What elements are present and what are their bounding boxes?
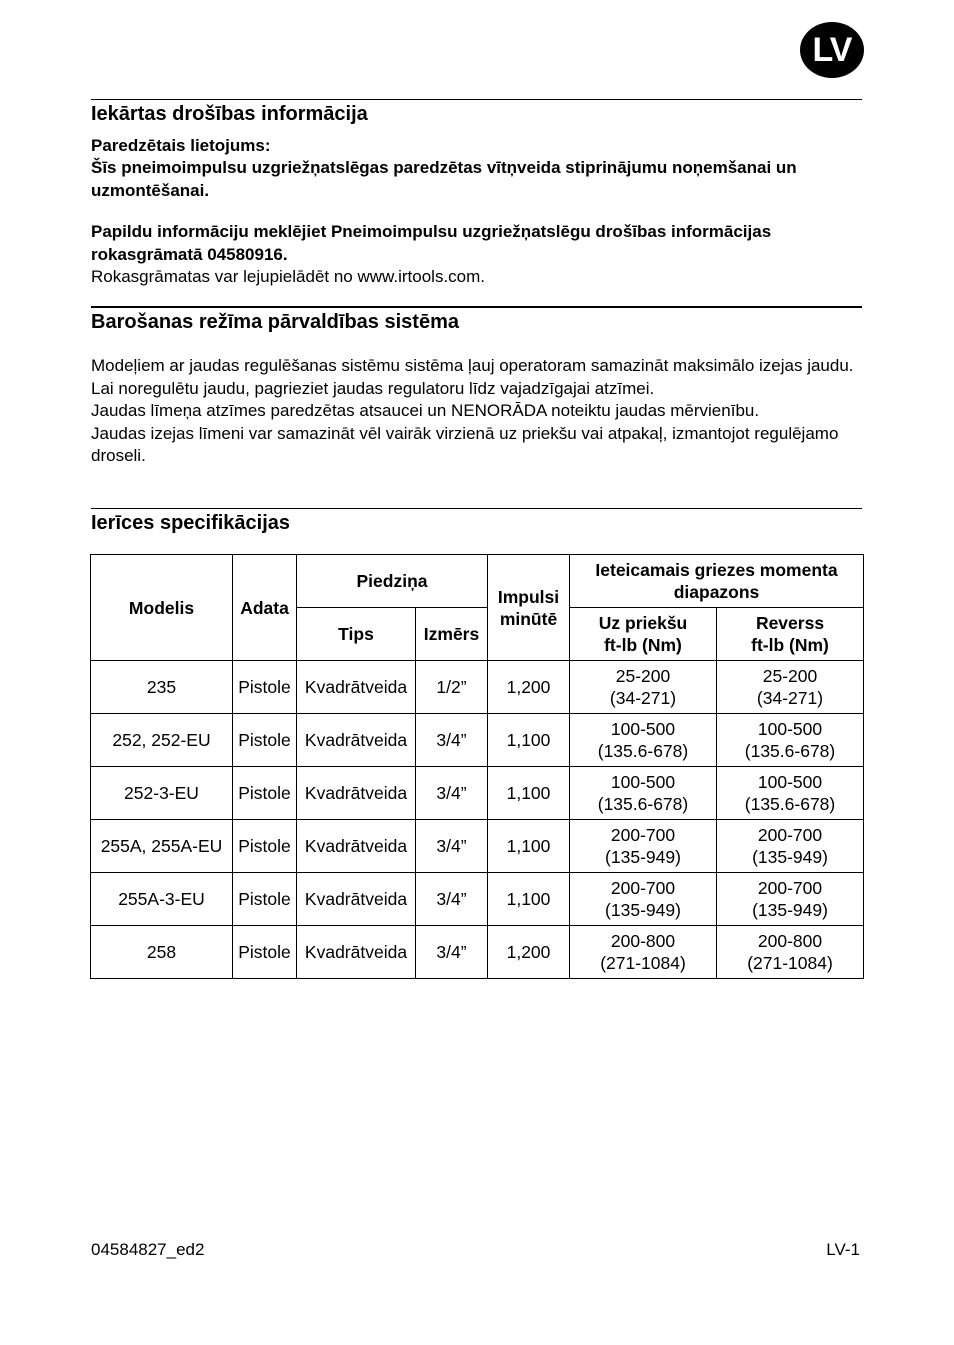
header-drive-type: Tips [297,608,416,661]
document-number: 04584827_ed2 [91,1240,205,1259]
cell-reverse: 25-200 (34-271) [717,661,864,714]
table-row [91,714,864,767]
header-impulses: Impulsi minūtē [488,555,570,661]
specifications-table-body [91,661,864,979]
cell-model: 255A-3-EU [91,873,233,926]
table-row [91,926,864,979]
cell-handle: Pistole [233,820,297,873]
cell-bpm: 1,100 [488,714,570,767]
cell-bpm: 1,100 [488,767,570,820]
cell-bpm: 1,100 [488,873,570,926]
cell-type: Kvadrātveida [297,661,416,714]
power-management-heading: Barošanas režīma pārvaldības sistēma [91,311,459,333]
cell-size: 3/4” [416,820,488,873]
cell-model: 235 [91,661,233,714]
cell-type: Kvadrātveida [297,767,416,820]
section-divider [91,306,862,308]
cell-forward: 100-500 (135.6-678) [570,714,717,767]
table-row [91,873,864,926]
header-drive: Piedziņa [297,555,488,608]
cell-reverse: 200-700 (135-949) [717,820,864,873]
safety-heading: Iekārtas drošības informācija [91,103,368,125]
section-divider [91,99,862,100]
specifications-table [90,554,864,979]
cell-handle: Pistole [233,873,297,926]
page-number: LV-1 [826,1240,860,1259]
header-forward: Uz priekšu ft-lb (Nm) [570,608,717,661]
cell-bpm: 1,200 [488,926,570,979]
cell-handle: Pistole [233,661,297,714]
cell-handle: Pistole [233,714,297,767]
cell-forward: 200-700 (135-949) [570,820,717,873]
cell-type: Kvadrātveida [297,926,416,979]
cell-reverse: 100-500 (135.6-678) [717,714,864,767]
section-divider [91,508,862,509]
usage-label: Paredzētais lietojums: [91,136,271,155]
cell-model: 252-3-EU [91,767,233,820]
specifications-heading: Ierīces specifikācijas [91,512,291,534]
cell-type: Kvadrātveida [297,820,416,873]
cell-type: Kvadrātveida [297,873,416,926]
header-reverse: Reverss ft-lb (Nm) [717,608,864,661]
manual-reference: Papildu informāciju meklējiet Pneimoimpulsu uzgriežņatslēgu drošības informācijas rokasgrāmatā 04580916. [91,222,772,264]
cell-model: 255A, 255A-EU [91,820,233,873]
header-drive-size: Izmērs [416,608,488,661]
cell-handle: Pistole [233,767,297,820]
usage-text: Šīs pneimoimpulsu uzgriežņatslēgas paredzētas vītņveida stiprinājumu noņemšanai un uzmontēšanai. [91,158,797,200]
language-badge: LV [800,22,864,78]
cell-type: Kvadrātveida [297,714,416,767]
cell-reverse: 100-500 (135.6-678) [717,767,864,820]
power-management-body: Modeļiem ar jaudas regulēšanas sistēmu sistēma ļauj operatoram samazināt maksimālo izejas jaudu. Lai noregulētu jaudu, pagrieziet jaudas regulatoru līdz vajadzīgajai atzīmei. Jaudas līmeņa atzīmes paredzētas atsaucei un NENORĀDA noteiktu jaudas mērvienību. Jaudas izejas līmeni var samazināt vēl vairāk virzienā uz priekšu vai atpakaļ, izmantojot regulējamo droseli. [91,356,854,465]
cell-reverse: 200-700 (135-949) [717,873,864,926]
cell-model: 252, 252-EU [91,714,233,767]
cell-model: 258 [91,926,233,979]
table-row [91,820,864,873]
cell-bpm: 1,200 [488,661,570,714]
cell-reverse: 200-800 (271-1084) [717,926,864,979]
cell-size: 3/4” [416,767,488,820]
cell-forward: 100-500 (135.6-678) [570,767,717,820]
cell-handle: Pistole [233,926,297,979]
cell-forward: 200-800 (271-1084) [570,926,717,979]
cell-forward: 25-200 (34-271) [570,661,717,714]
table-row [91,661,864,714]
cell-size: 3/4” [416,714,488,767]
header-handle: Adata [233,555,297,661]
header-torque-range: Ieteicamais griezes momenta diapazons [570,555,864,608]
download-note: Rokasgrāmatas var lejupielādēt no www.irtools.com. [91,267,486,286]
cell-size: 1/2” [416,661,488,714]
cell-size: 3/4” [416,926,488,979]
table-row [91,767,864,820]
header-model: Modelis [91,555,233,661]
cell-size: 3/4” [416,873,488,926]
cell-bpm: 1,100 [488,820,570,873]
cell-forward: 200-700 (135-949) [570,873,717,926]
